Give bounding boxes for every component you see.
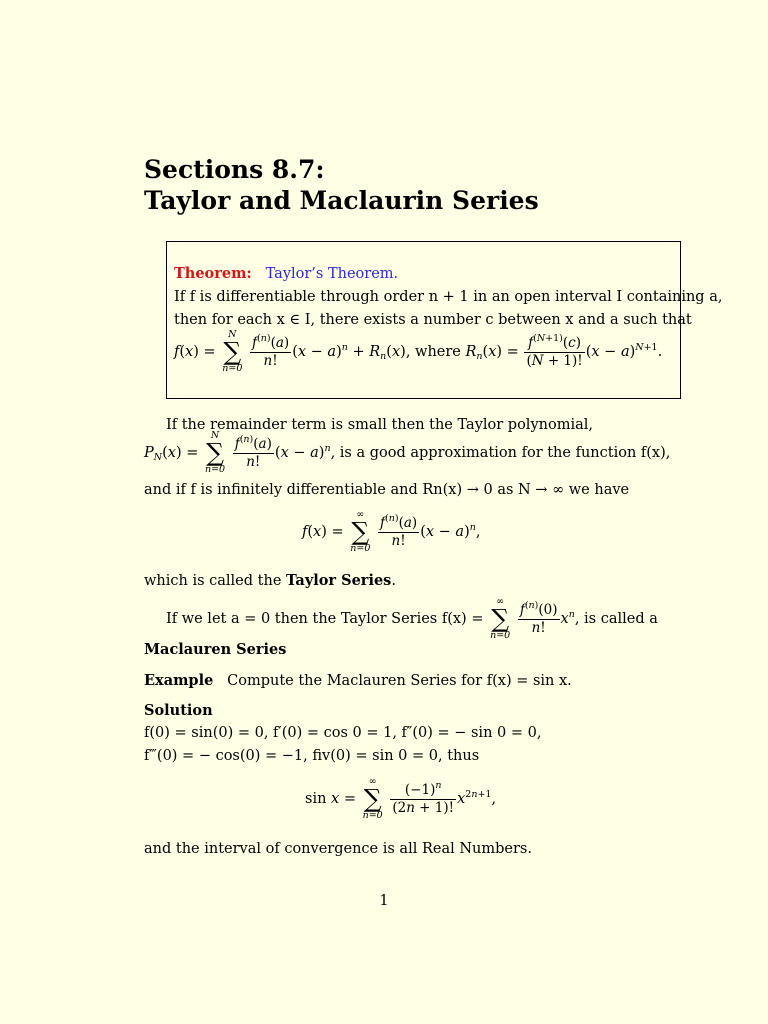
solution-label-text: Solution	[144, 702, 213, 719]
paragraph-1-line-3: and if f is infinitely differentiable and Rn(x) → 0 as N → ∞ we have	[144, 482, 630, 498]
fraction: $\frac{f^{(n)}(0)}{n!}$	[519, 599, 558, 636]
maclaurin-term: Maclauren Series	[144, 641, 287, 658]
example-label: Example	[144, 672, 214, 689]
theorem-box-left-tick	[166, 242, 167, 264]
summation-symbol: ∞ ∑ n=0	[362, 776, 383, 821]
theorem-box-right-tick	[680, 242, 681, 264]
summation-symbol: ∞ ∑ n=0	[350, 509, 371, 554]
theorem-label: Theorem:	[174, 265, 252, 282]
theorem-name: Taylor’s Theorem.	[265, 266, 399, 282]
title-line-2: Taylor and Maclaurin Series	[144, 186, 539, 215]
solution-label	[144, 702, 213, 720]
taylor-series-term: Taylor Series	[286, 572, 392, 589]
fraction: $\frac{(-1)^n}{(2n + 1)!}$	[392, 779, 455, 816]
fraction: $\frac{f^{(n)}(a)}{n!}$	[252, 332, 290, 369]
theorem-line-2: then for each x ∈ I, there exists a number c between x and a such that	[174, 312, 692, 328]
theorem-line-1: If f is differentiable through order n + 1 in an open interval I containing a,	[174, 289, 723, 305]
conclusion: and the interval of convergence is all Real Numbers.	[144, 841, 532, 857]
paragraph-1-line-1: If the remainder term is small then the Taylor polynomial,	[166, 417, 593, 433]
remainder-fraction: $\frac{f^{(N+1)}(c)}{(N + 1)!}$	[526, 332, 583, 369]
fraction: $\frac{f^{(n)}(a)}{n!}$	[234, 433, 272, 470]
page-number: 1	[379, 893, 389, 909]
title-line-1: Sections 8.7:	[144, 155, 325, 184]
summation-symbol: N ∑ n=0	[204, 430, 226, 475]
sine-series-formula: sin x = ∞ ∑ n=0 $\frac{(-1)^n}{(2n + 1)!}$ $x^{2n+1}$,	[305, 776, 497, 821]
summation-symbol: ∞ ∑ n=0	[490, 596, 511, 641]
maclaurin-line: If we let a = 0 then the Taylor Series f(x) = ∞ ∑ n=0 $\frac{f^{(n)}(0)}{n!}$ $x^n$, is called a	[166, 596, 658, 641]
taylor-series-caption	[144, 572, 396, 590]
summation-symbol: N ∑ n=0	[222, 329, 243, 374]
caption-suffix: .	[391, 573, 396, 589]
taylor-theorem-formula: f(x) = N ∑ n=0 $\frac{f^{(n)}(a)}{n!}$ $(x - a)^n + R_n(x)$, where $R_n(x)$ = $\frac{f^{(N+1)}(c)}{(N + 1)!}$ $(x - a)^{N+1}$.	[174, 329, 663, 374]
theorem-heading	[174, 265, 398, 283]
maclaurin-series-term	[144, 641, 286, 659]
formula-where: , where	[405, 344, 461, 360]
fraction: $\frac{f^{(n)}(a)}{n!}$	[380, 512, 418, 549]
solution-line-1: f(0) = sin(0) = 0, f′(0) = cos 0 = 1, f″(0) = − sin 0 = 0,	[144, 725, 542, 741]
page-title	[144, 154, 539, 216]
example-line	[144, 672, 572, 690]
paragraph-1-line-2-tail: , is a good approximation for the function f(x),	[330, 445, 671, 461]
caption-prefix: which is called the	[144, 573, 287, 589]
solution-line-2: f‴(0) = − cos(0) = −1, fiv(0) = sin 0 = 0, thus	[144, 748, 480, 764]
taylor-series-formula: f(x) = ∞ ∑ n=0 $\frac{f^{(n)}(a)}{n!}$ $(x - a)^n$,	[302, 509, 481, 554]
taylor-polynomial-line: $P_N(x)$ = N ∑ n=0 $\frac{f^{(n)}(a)}{n!}$ $(x - a)^n$, is a good approximation for the function f(x),	[144, 430, 671, 475]
maclaurin-tail: , is called a	[574, 611, 658, 627]
example-text: Compute the Maclauren Series for f(x) = sin x.	[227, 673, 572, 689]
maclaurin-intro: If we let a = 0 then the Taylor Series f(x) =	[166, 611, 484, 627]
